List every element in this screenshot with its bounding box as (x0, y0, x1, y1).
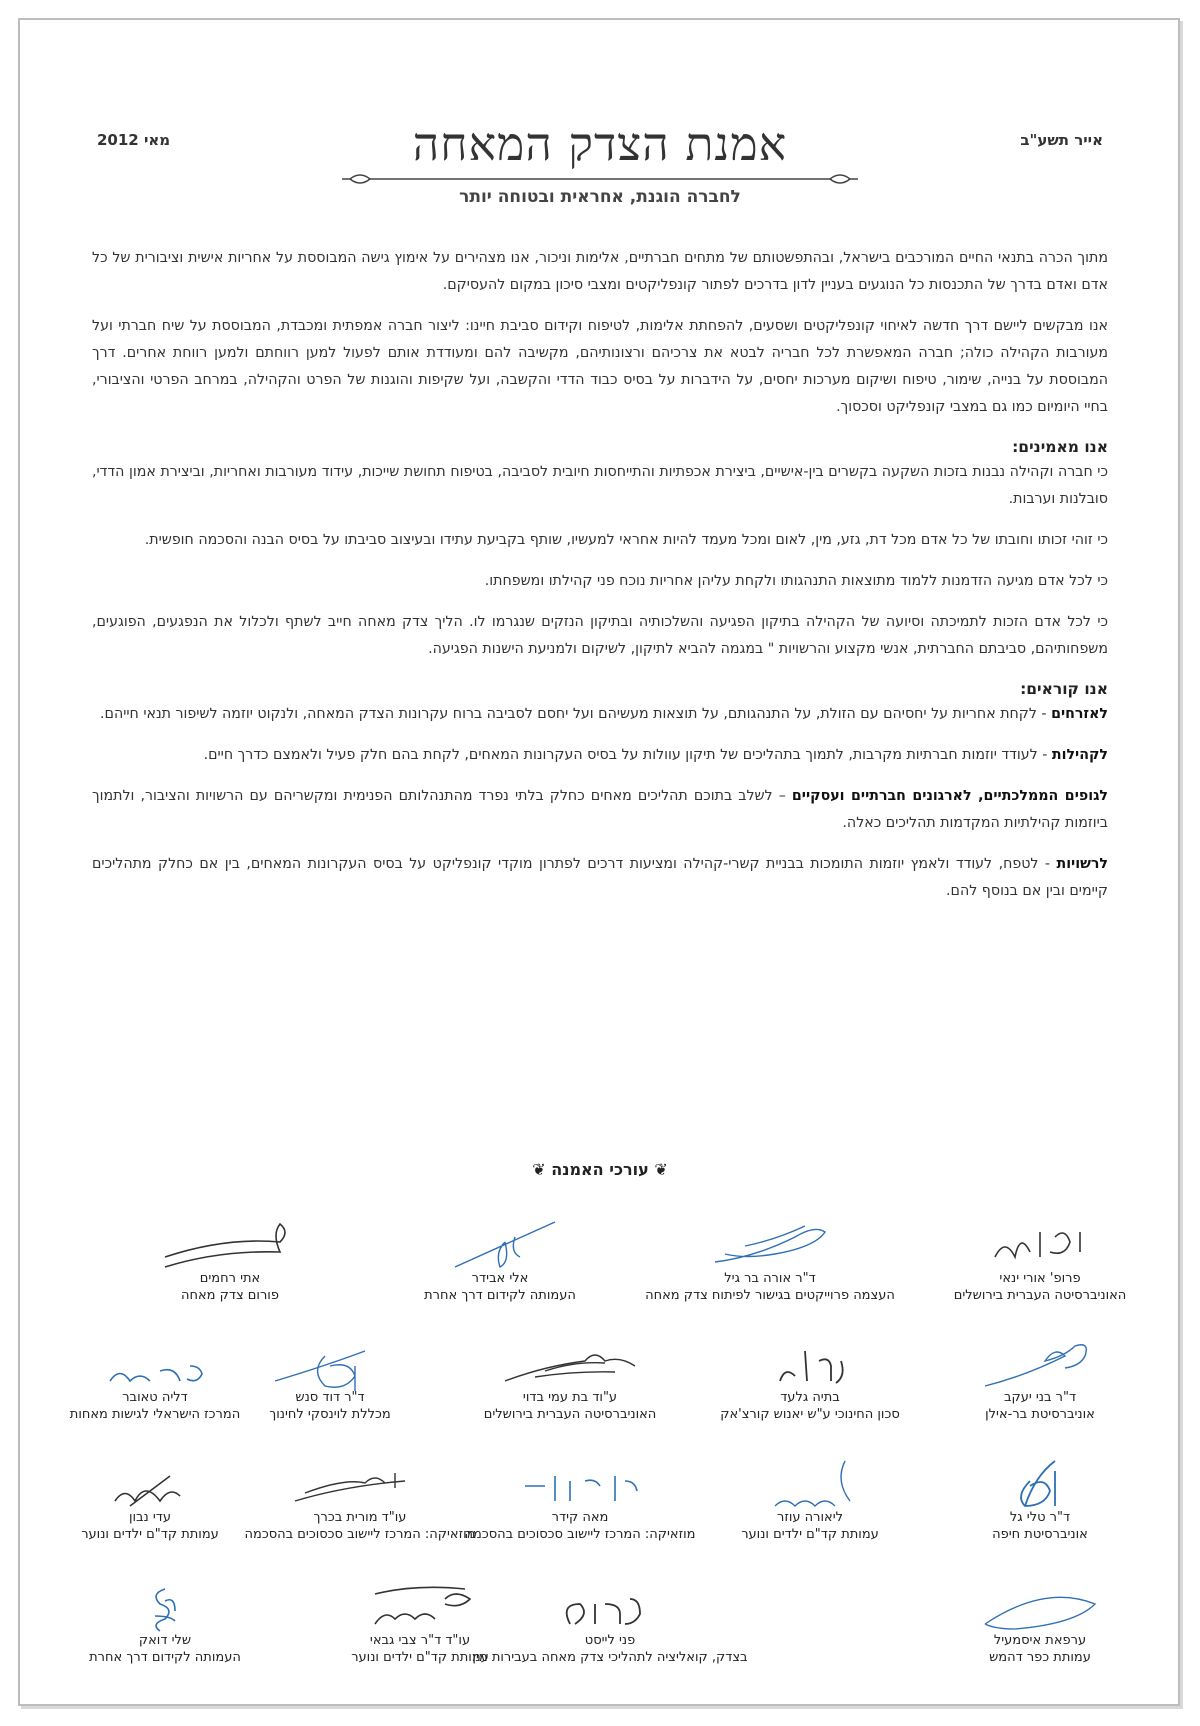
signatory-org: מכללת לוינסקי לחינוך (269, 1407, 391, 1422)
call-item (92, 783, 1108, 837)
signature-block (910, 1584, 1170, 1666)
signatory-name: ליאורה עוזר (776, 1510, 843, 1525)
signature-block (30, 1341, 280, 1423)
signature-scribble (910, 1341, 1170, 1389)
signatory-org: עמותת קד"ם ילדים ונוער (351, 1650, 489, 1665)
signature-block (910, 1461, 1170, 1543)
call-item-lead: לגופים הממלכתיים, לארגונים חברתיים ועסקיים (791, 788, 1108, 804)
signature-block (440, 1341, 700, 1423)
signature-scribble (370, 1222, 630, 1270)
signatory-name: ד"ר דוד סנש (295, 1390, 365, 1405)
believe-item: כי חברה וקהילה נבנות בזכות השקעה בקשרים בין-אישיים, ביצירת אכפתיות והתייחסות חיובית לסביבה, בטיפוח תחושת שייכות, עידוד מעורבות ואחריות, וביצירת אמון הדדי, סובלנות וערבות. (92, 464, 1108, 507)
signature-scribble (30, 1461, 270, 1509)
call-item-lead: לאזרחים (1051, 706, 1108, 722)
signatory-name: עו"ד מורית בכרך (313, 1510, 407, 1525)
signature-block (30, 1461, 270, 1543)
signatory-name: ד"ר בני יעקב (1003, 1390, 1077, 1405)
signatory-org: העמותה לקידום דרך אחרת (89, 1650, 241, 1665)
signatory-name: מאה קידר (551, 1510, 609, 1525)
signatory-name: ד"ר טלי גל (1009, 1510, 1071, 1525)
call-item (92, 701, 1108, 728)
signature-block (910, 1222, 1170, 1304)
signature-block (290, 1584, 550, 1666)
signatory-name: עדי נבון (128, 1510, 172, 1525)
signatory-name: בתיה גלעד (780, 1390, 840, 1405)
page-subtitle: לחברה הוגנת, אחראית ובטוחה יותר (459, 187, 741, 207)
signatory-org: אוניברסיטת בר-אילן (985, 1407, 1095, 1422)
signatory-org: העמותה לקידום דרך אחרת (424, 1288, 576, 1303)
signature-scribble (290, 1584, 550, 1632)
signatory-name: פני לייסט (584, 1633, 636, 1648)
signatory-org: פורום צדק מאחה (181, 1288, 279, 1303)
signature-scribble (440, 1341, 700, 1389)
signatory-org: עמותת קד"ם ילדים ונוער (81, 1527, 219, 1542)
signature-scribble (910, 1461, 1170, 1509)
believe-item: כי זוהי זכותו וחובתו של כל אדם מכל דת, גזע, מין, לאום ומכל מעמד להיות אחראי למעשיו, שותף בקביעת עתידו ובעיצוב סביבתו על בסיס הבנה והסכמה חופשית. (144, 532, 1108, 548)
call-item-text: – לשלב בתוכם תהליכים מאחים כחלק בלתי נפרד מהתנהלותם הפנימית ומקשריהם עם הרשויות והציבור, ולתמוך ביוזמות קהילתיות המקדמות תהליכים כאלה. (92, 788, 1108, 831)
signature-scribble (30, 1341, 280, 1389)
hebrew-date: אייר תשע"ב (1020, 131, 1103, 149)
call-item-lead: לקהילות (1051, 747, 1108, 763)
signature-scribble (100, 1222, 360, 1270)
signatory-name: פרופ' אורי ינאי (999, 1271, 1081, 1286)
signatory-name: דליה טאובר (122, 1390, 188, 1405)
believe-item: כי לכל אדם מגיעה הזדמנות ללמוד מתוצאות התנהגותו ולקחת עליהן אחריות נוכח פני קהילתו ומשפחתו. (484, 573, 1108, 589)
editors-title: ❦ עורכי האמנה ❦ (532, 1160, 668, 1179)
signatory-org: עמותת כפר דהמש (989, 1650, 1091, 1665)
call-item-text: - לקחת אחריות על יחסיהם עם הזולת, על התנהגותם, על תוצאות מעשיהם ועל יחסם לסביבה ברוח עקרונות הצדק המאחה, ולנקוט יוזמה לשיפור תנאי חייהם. (100, 706, 1052, 722)
gregorian-date: מאי 2012 (97, 131, 171, 149)
signatory-org: בצדק, קואליציה לתהליכי צדק מאחה בעבירות מין (472, 1650, 748, 1665)
signature-scribble (640, 1222, 900, 1270)
signature-block (640, 1222, 900, 1304)
signature-scribble (680, 1461, 940, 1509)
signatory-name: אתי רחמים (199, 1271, 261, 1286)
signatory-org: המרכז הישראלי לגישות מאחות (69, 1407, 241, 1422)
signatory-org: האוניברסיטה העברית בירושלים (953, 1288, 1127, 1303)
signature-scribble (910, 1584, 1170, 1632)
intro-paragraph: אנו מבקשים ליישם דרך חדשה לאיחוי קונפליקטים ושסעים, להפחתת אלימות, לטיפוח וקידום סביבת חיינו: ליצור חברה אמפתית ומכבדת, המבוססת על שיח חברתי ועל מעורבות הקהילה כולה; חברה המאפשרת לכל חבריה לבטא את צרכיהם ורצונותיהם, מקשיבה להם ומעודדת אותם לפעול למען רווחתם ולמען רווחת אחרים. דרך המבוססת על בנייה, שימור, טיפוח ושיקום מערכות יחסים, על הידברות על בסיס כבוד הדדי והקשבה, ועל שקיפות והוגנות של הפרט והקהילה, במרחב הפרטי והציבורי, בחיי היומיום כמו גם במצבי קונפליקט וסכסוך. (92, 318, 1108, 415)
signature-block (100, 1222, 360, 1304)
signature-block (680, 1341, 940, 1423)
signatory-name: שלי דואק (138, 1633, 192, 1648)
signature-block (910, 1341, 1170, 1423)
editors-title-text: עורכי האמנה (551, 1160, 649, 1179)
signature-scribble (910, 1222, 1170, 1270)
call-item (92, 851, 1108, 905)
call-item-text: - לטפח, לעודד ולאמץ יוזמות התומכות בבניית קשרי-קהילה ומציעות דרכים לפתרון מוקדי קונפליקט על בסיס העקרונות המאחים, בין אם כחלק מתהליכים קיימים ובין אם בנוסף להם. (92, 856, 1108, 899)
signature-scribble (40, 1584, 290, 1632)
call-heading: אנו קוראים: (1020, 680, 1108, 698)
signatory-name: ערפאת איסמעיל (993, 1633, 1087, 1648)
signatory-org: סכון החינוכי ע"ש יאנוש קורצ'אק (720, 1407, 900, 1422)
call-item-text: - לעודד יוזמות חברתיות מקרבות, לתמוך בתהליכים של תיקון עוולות על בסיס העקרונות המאחים, לקחת בהם חלק פעיל ולאמצם כדרך חיים. (203, 747, 1052, 763)
call-item-lead: לרשויות (1056, 856, 1108, 872)
page-title: אמנת הצדק המאחה (412, 117, 788, 171)
signatory-org: עמותת קד"ם ילדים ונוער (741, 1527, 879, 1542)
title-flourish-ornament (340, 170, 860, 188)
signatory-name: עו"ד ד"ר צבי גבאי (369, 1633, 471, 1648)
believe-heading: אנו מאמינים: (1012, 438, 1108, 456)
signature-block (40, 1584, 290, 1666)
signatory-org: מוזאיקה: המרכז ליישוב סכסוכים בהסכמה (464, 1527, 696, 1542)
signature-scribble (680, 1341, 940, 1389)
signature-block (680, 1461, 940, 1543)
signature-block (370, 1222, 630, 1304)
signatory-org: האוניברסיטה העברית בירושלים (483, 1407, 657, 1422)
signatory-name: אלי אבידר (471, 1271, 529, 1286)
charter-body (92, 245, 1108, 919)
call-item (92, 742, 1108, 769)
believe-item: כי לכל אדם הזכות לתמיכתה וסיועה של הקהילה בתיקון הפגיעה והשלכותיה ובתיקון הנזקים שנגרמו לו. הליך צדק מאחה חייב לשתף ולכלול את הנפגעים, הפוגעים, משפחותיהם, סביבתם החברתית, אנשי מקצוע והרשויות " במגמה להביא לתיקון, לשיקום ולמניעת הישנות הפגיעה. (92, 614, 1108, 657)
signatory-org: אוניברסיטת חיפה (992, 1527, 1088, 1542)
signatory-org: מוזאיקה: המרכז ליישוב סכסוכים בהסכמה (244, 1527, 476, 1542)
signatory-org: העצמה פרוייקטים בגישור לפיתוח צדק מאחה (645, 1288, 895, 1303)
intro-paragraph: מתוך הכרה בתנאי החיים המורכבים בישראל, ובהתפשטותם של מתחים חברתיים, אלימות וניכור, אנו מצהירים על אימוץ גישה המבוססת על אחריות אישית וציבורית של כל אדם ואדם בדרך של התכנסות כל הנוגעים בעניין לדון בדרכים לפתור קונפליקטים ומצבי סיכון במקום להעסיקם. (92, 250, 1108, 293)
signatory-name: ע"וד בת עמי בדוי (522, 1390, 618, 1405)
signatory-name: ד"ר אורה בר גיל (724, 1271, 816, 1286)
